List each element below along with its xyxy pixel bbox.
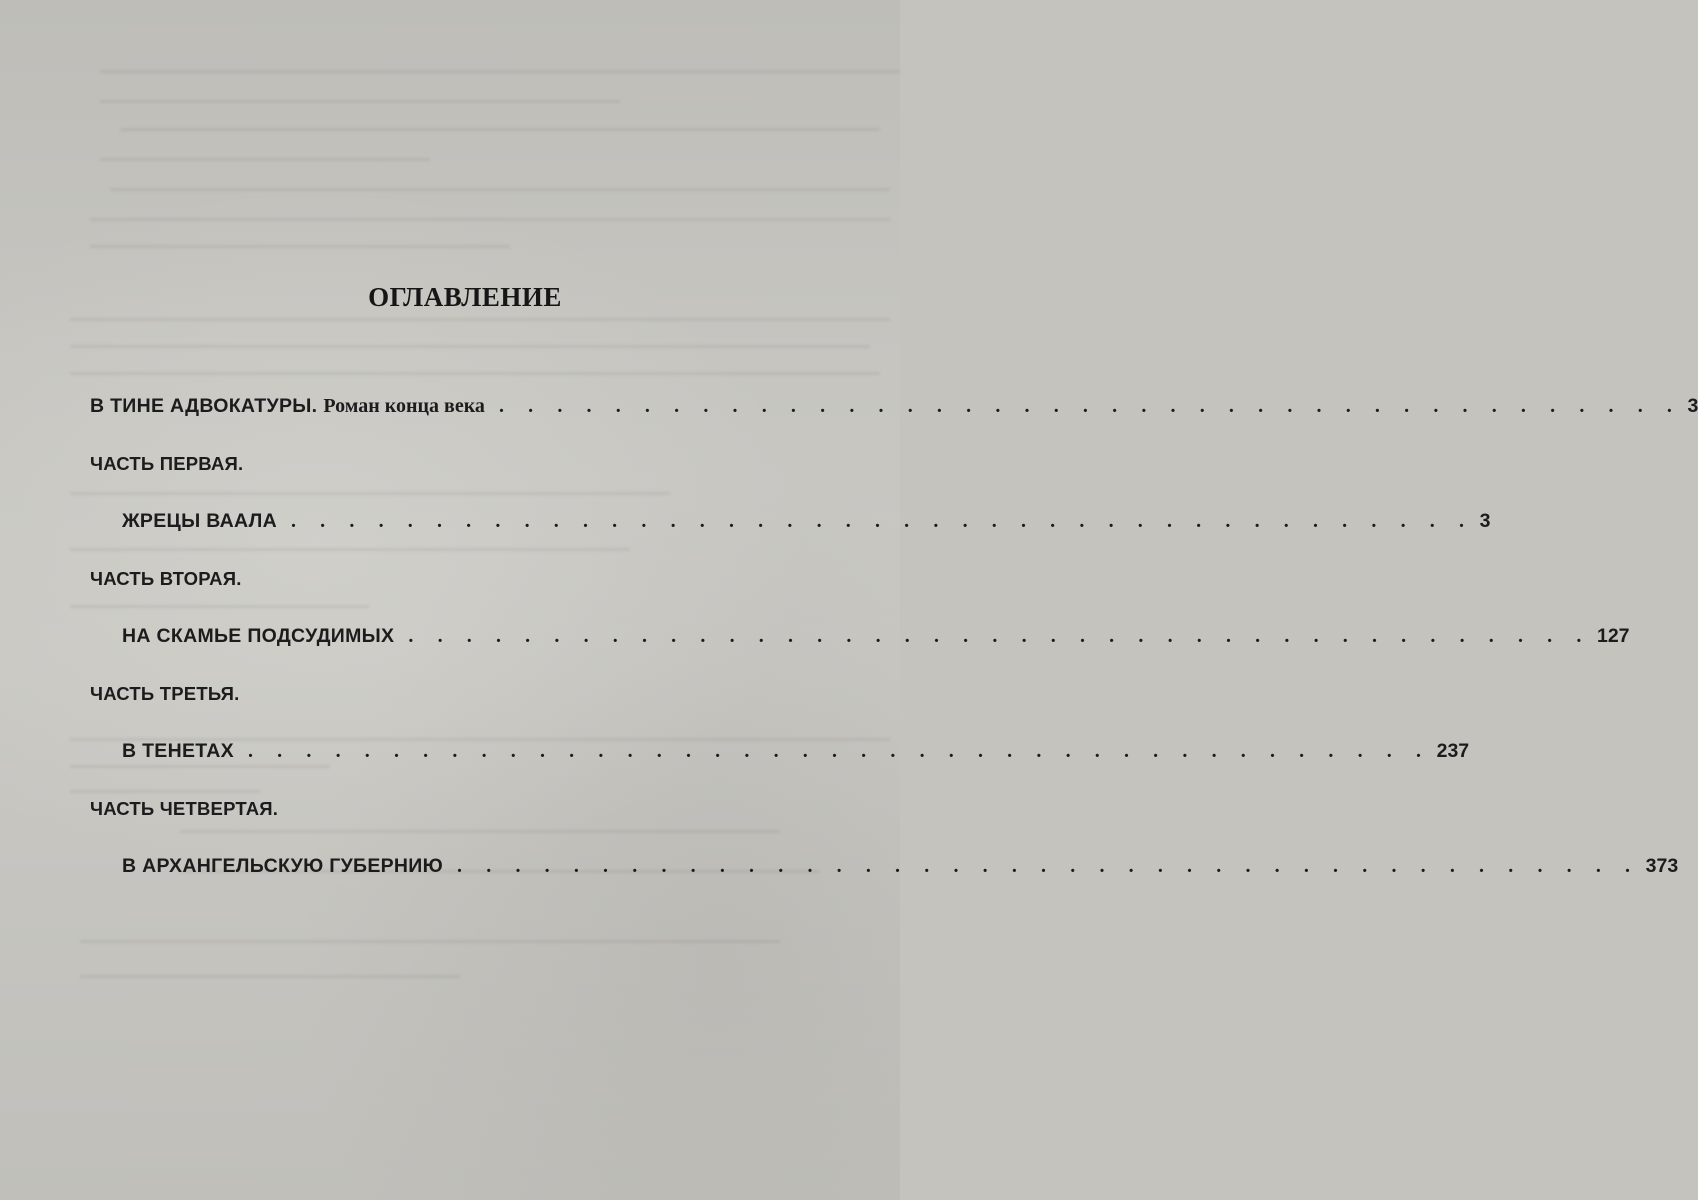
toc-entry-subtitle: Роман конца века: [323, 395, 485, 417]
toc-entry-main: [90, 378, 1698, 435]
toc-entry-title: ЖРЕЦЫ ВААЛА: [122, 510, 277, 532]
dot-leader: . . . . . . . . . . . . . . . . . . . . . . . . . . . . . . . . . . . . . . . . .: [247, 740, 1431, 762]
toc-part-heading: [90, 435, 790, 493]
toc-page-number: 3: [1479, 510, 1491, 532]
page-title: ОГЛАВЛЕНИЕ: [368, 282, 562, 312]
toc-part-heading: [90, 665, 790, 723]
toc-entry: [90, 493, 1491, 550]
toc-entry-title: В ТЕНЕТАХ: [122, 740, 234, 762]
toc-entry-title: В ТИНЕ АДВОКАТУРЫ.: [90, 395, 318, 417]
part-label: ЧАСТЬ ЧЕТВЕРТАЯ.: [90, 798, 279, 819]
toc-part-heading: [90, 780, 790, 838]
table-of-contents: [90, 378, 1698, 895]
dot-leader: . . . . . . . . . . . . . . . . . . . . . . . . . . . . . . . . . . . . . . . . .: [408, 625, 1591, 647]
toc-page-number: 237: [1436, 740, 1470, 762]
toc-page-number: 127: [1596, 625, 1630, 647]
toc-page-number: 3: [1687, 395, 1698, 417]
part-label: ЧАСТЬ ВТОРАЯ.: [90, 568, 242, 589]
toc-entry: [90, 608, 1630, 665]
toc-entry-title: НА СКАМЬЕ ПОДСУДИМЫХ: [122, 625, 395, 647]
dot-leader: . . . . . . . . . . . . . . . . . . . . . . . . . . . . . . . . . . . . . . . . .: [457, 855, 1640, 877]
toc-entry: [90, 838, 1679, 895]
dot-leader: . . . . . . . . . . . . . . . . . . . . . . . . . . . . . . . . . . . . . . . . .: [290, 510, 1474, 532]
part-label: ЧАСТЬ ПЕРВАЯ.: [90, 453, 244, 474]
toc-entry: [90, 723, 1470, 780]
part-label: ЧАСТЬ ТРЕТЬЯ.: [90, 683, 240, 704]
toc-entry-title: В АРХАНГЕЛЬСКУЮ ГУБЕРНИЮ: [122, 855, 444, 877]
toc-part-heading: [90, 550, 790, 608]
dot-leader: . . . . . . . . . . . . . . . . . . . . . . . . . . . . . . . . . . . . . . . . .: [498, 395, 1682, 417]
toc-page-number: 373: [1645, 855, 1679, 877]
